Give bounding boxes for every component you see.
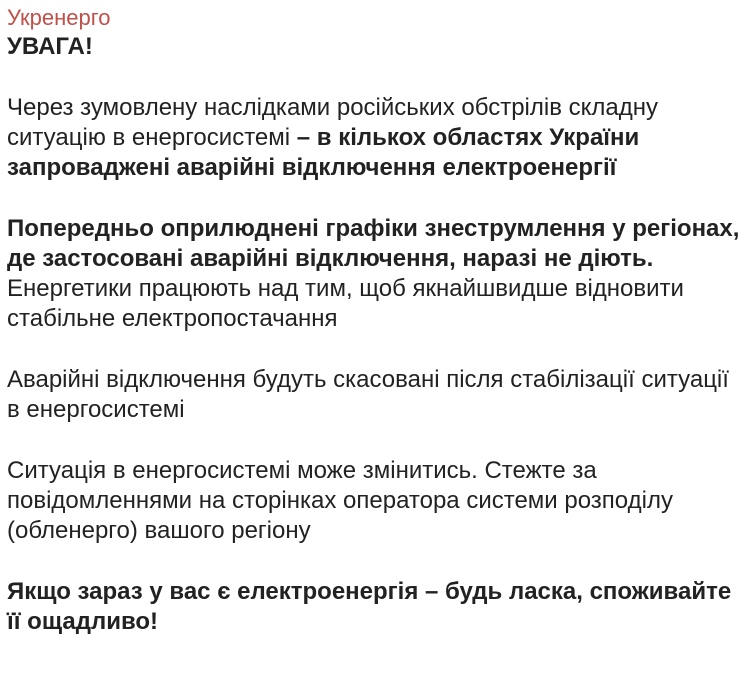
paragraph-situation-text: Через зумовлену наслідками російських обстрілів складну ситуацію в енергосистемі xyxy=(7,94,658,151)
alert-heading-text: УВАГА! xyxy=(7,33,93,60)
paragraph-schedules xyxy=(7,214,742,334)
paragraph-situation xyxy=(7,93,742,183)
paragraph-schedules-text: Енергетики працюють над тим, щоб якнайшвидше відновити стабільне електропостачання xyxy=(7,275,684,332)
paragraph-save-energy-bold: Якщо зараз у вас є електроенергія – будь ласка, споживайте її ощадливо! xyxy=(7,578,732,635)
message-bubble xyxy=(7,4,742,637)
paragraph-save-energy xyxy=(7,577,742,637)
paragraph-situation-bold: – в кількох областях України запроваджені аварійні відключення електроенергії xyxy=(7,124,640,181)
message-text xyxy=(7,32,742,637)
paragraph-follow-updates: Ситуація в енергосистемі може змінитись. Стежте за повідомленнями на сторінках оператора системи розподілу (обленерго) вашого регіону xyxy=(7,457,673,544)
sender-name[interactable]: Укренерго xyxy=(7,5,111,30)
alert-heading xyxy=(7,32,742,62)
paragraph-schedules-bold: Попередньо оприлюднені графіки знеструмлення у регіонах, де застосовані аварійні відключення, наразі не діють. xyxy=(7,215,740,272)
paragraph-cancellation: Аварійні відключення будуть скасовані після стабілізації ситуації в енергосистемі xyxy=(7,366,729,423)
